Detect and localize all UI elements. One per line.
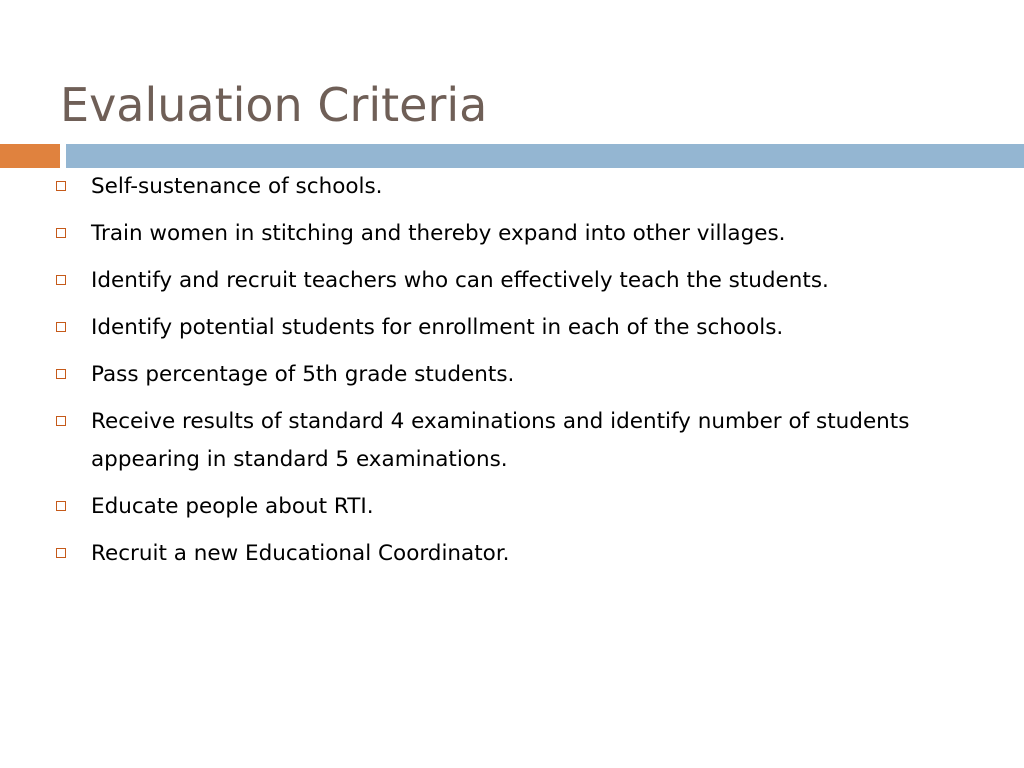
square-bullet-icon	[56, 228, 66, 238]
bullet-item	[56, 535, 956, 573]
accent-bar-orange	[0, 144, 60, 168]
bullet-list	[56, 168, 956, 582]
square-bullet-icon	[56, 416, 66, 426]
bullet-text: Identify potential students for enrollment in each of the schools.	[91, 315, 784, 340]
square-bullet-icon	[56, 275, 66, 285]
bullet-item	[56, 262, 956, 300]
square-bullet-icon	[56, 501, 66, 511]
bullet-item	[56, 488, 956, 526]
square-bullet-icon	[56, 181, 66, 191]
bullet-text: Self-sustenance of schools.	[91, 174, 383, 199]
bullet-text: Identify and recruit teachers who can effectively teach the students.	[91, 268, 829, 293]
bullet-text: Pass percentage of 5th grade students.	[91, 362, 515, 387]
bullet-text: Train women in stitching and thereby expand into other villages.	[91, 221, 786, 246]
bullet-text: Receive results of standard 4 examinations and identify number of students appearing in standard 5 examinations.	[91, 409, 910, 472]
bullet-text: Recruit a new Educational Coordinator.	[91, 541, 510, 566]
bullet-text: Educate people about RTI.	[91, 494, 374, 519]
square-bullet-icon	[56, 548, 66, 558]
square-bullet-icon	[56, 369, 66, 379]
bullet-item	[56, 356, 956, 394]
bullet-item	[56, 215, 956, 253]
bullet-item	[56, 403, 956, 479]
bullet-item	[56, 309, 956, 347]
slide-title: Evaluation Criteria	[60, 78, 488, 132]
accent-bar-blue	[66, 144, 1024, 168]
bullet-item	[56, 168, 956, 206]
square-bullet-icon	[56, 322, 66, 332]
